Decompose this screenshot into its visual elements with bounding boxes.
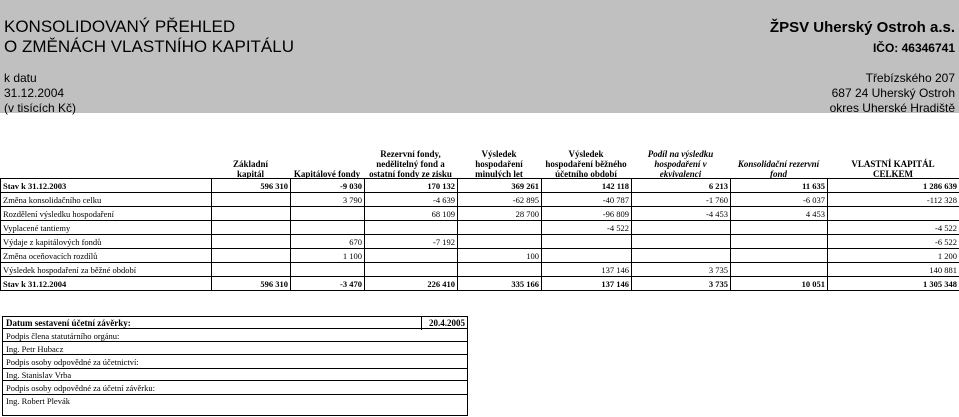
column-header-line: hospodaření <box>475 159 523 169</box>
table-cell <box>365 263 458 277</box>
table-cell: -3 470 <box>291 277 365 291</box>
column-header-line: hospodaření běžného <box>545 159 627 169</box>
table-cell <box>731 221 828 235</box>
row-label: Vyplacené tantiemy <box>1 221 212 235</box>
table-cell: -9 030 <box>291 179 365 193</box>
table-cell <box>365 221 458 235</box>
resp1-signature-name: Ing. Stanislav Vrba <box>3 369 467 381</box>
column-header-line: Podíl na výsledku <box>647 149 714 159</box>
row-label: Stav k 31.12.2004 <box>1 277 212 291</box>
closing-date-row <box>3 317 467 329</box>
column-header-line: ostatní fondy ze zisku <box>369 169 452 179</box>
row-label: Rozdělení výsledku hospodaření <box>1 207 212 221</box>
table-cell: 3 735 <box>632 263 731 277</box>
table-cell <box>291 207 365 221</box>
table-cell: 1 305 348 <box>828 277 959 291</box>
table-cell: -40 787 <box>542 193 632 207</box>
table-cell: 140 881 <box>828 263 959 277</box>
table-cell: -4 453 <box>632 207 731 221</box>
closing-date-label: Datum sestavení účetní závěrky: <box>6 318 131 328</box>
table-cell: 226 410 <box>365 277 458 291</box>
company-name: ŽPSV Uherský Ostroh a.s. <box>769 19 955 36</box>
address-line3: okres Uherské Hradiště <box>829 101 955 115</box>
table-cell <box>212 221 291 235</box>
column-header-line: Výsledek <box>481 149 517 159</box>
table-cell: 596 310 <box>212 179 291 193</box>
units-label: (v tisících Kč) <box>4 101 77 115</box>
table-cell: -7 192 <box>365 235 458 249</box>
table-cell <box>212 263 291 277</box>
column-header-line: Základní <box>232 159 269 169</box>
table-cell: 142 118 <box>542 179 632 193</box>
header-band <box>0 0 959 113</box>
resp2-signature-name: Ing. Robert Plevák <box>6 396 70 406</box>
equity-table <box>0 178 959 291</box>
column-header-line: Kapitálové fondy <box>293 169 361 179</box>
table-cell: 3 735 <box>632 277 731 291</box>
table-cell <box>212 235 291 249</box>
column-header-line: účetního období <box>555 169 617 179</box>
column-header-line: CELKEM <box>872 169 913 179</box>
table-cell: 137 146 <box>542 263 632 277</box>
table-cell: -6 522 <box>828 235 959 249</box>
table-cell: 4 453 <box>731 207 828 221</box>
table-cell <box>365 249 458 263</box>
resp1-signature-label: Podpis osoby odpovědné za účetnictví: <box>3 356 467 369</box>
table-cell <box>542 235 632 249</box>
table-row <box>1 179 959 193</box>
table-cell <box>731 249 828 263</box>
table-row <box>1 249 959 263</box>
closing-date-divider <box>421 317 422 330</box>
address-line2: 687 24 Uherský Ostroh <box>831 86 955 100</box>
row-label: Změna oceňovacích rozdílů <box>1 249 212 263</box>
company-ico: IČO: 46346741 <box>872 41 955 55</box>
table-cell: -6 037 <box>731 193 828 207</box>
row-label: Změna konsolidačního celku <box>1 193 212 207</box>
column-header-line: hospodaření v <box>654 159 707 169</box>
table-cell <box>212 207 291 221</box>
column-header-6 <box>631 139 730 179</box>
column-header-4 <box>457 139 541 179</box>
board-signature-name: Ing. Petr Hubacz <box>3 343 467 355</box>
column-header-line: Rezervní fondy, <box>380 149 441 159</box>
table-cell: 670 <box>291 235 365 249</box>
table-cell <box>542 249 632 263</box>
table-cell <box>458 221 542 235</box>
table-row <box>1 235 959 249</box>
table-cell: 6 213 <box>632 179 731 193</box>
column-header-3 <box>364 139 457 179</box>
table-cell <box>291 263 365 277</box>
table-cell: -1 760 <box>632 193 731 207</box>
closing-date-value: 20.4.2005 <box>429 318 465 328</box>
table-cell: 100 <box>458 249 542 263</box>
column-header-line: minulých let <box>475 169 523 179</box>
board-signature-label: Podpis člena statutárního orgánu: <box>3 330 467 342</box>
column-header-5 <box>541 139 631 179</box>
table-cell <box>731 263 828 277</box>
table-cell: -4 522 <box>542 221 632 235</box>
table-cell <box>212 193 291 207</box>
table-cell: 170 132 <box>365 179 458 193</box>
title-line1: KONSOLIDOVANÝ PŘEHLED <box>4 17 236 36</box>
table-cell <box>458 235 542 249</box>
table-cell: 1 200 <box>828 249 959 263</box>
table-row <box>1 193 959 207</box>
column-header-line: Konsolidační rezervní <box>737 159 820 169</box>
column-header-line: kapitál <box>236 169 264 179</box>
table-cell: -112 328 <box>828 193 959 207</box>
table-cell: -4 522 <box>828 221 959 235</box>
table-cell <box>212 249 291 263</box>
column-header-line: ekvivalenci <box>659 169 702 179</box>
title-line2: O ZMĚNÁCH VLASTNÍHO KAPITÁLU <box>4 37 294 56</box>
table-cell: 10 051 <box>731 277 828 291</box>
table-cell: -4 639 <box>365 193 458 207</box>
report-date: 31.12.2004 <box>4 86 65 100</box>
date-label: k datu <box>4 71 37 85</box>
table-row <box>1 277 959 291</box>
table-cell: 369 261 <box>458 179 542 193</box>
table-cell: 68 109 <box>365 207 458 221</box>
table-cell: 3 790 <box>291 193 365 207</box>
table-cell: 11 635 <box>731 179 828 193</box>
table-cell: 335 166 <box>458 277 542 291</box>
table-row <box>1 221 959 235</box>
table-cell <box>632 221 731 235</box>
row-label: Výdaje z kapitálových fondů <box>1 235 212 249</box>
table-cell <box>632 249 731 263</box>
table-row <box>1 207 959 221</box>
column-header-line: VLASTNÍ KAPITÁL <box>851 159 935 169</box>
table-row <box>1 263 959 277</box>
resp2-signature-label: Podpis osoby odpovědné za účetní závěrku: <box>3 382 467 395</box>
column-header-1 <box>211 139 290 179</box>
row-label: Stav k 31.12.2003 <box>1 179 212 193</box>
table-cell: 137 146 <box>542 277 632 291</box>
column-header-line: Výsledek <box>568 149 604 159</box>
table-cell <box>731 235 828 249</box>
table-cell: -96 809 <box>542 207 632 221</box>
address-line1: Třebízského 207 <box>865 71 955 85</box>
table-cell: 1 100 <box>291 249 365 263</box>
table-cell <box>828 207 959 221</box>
signature-box <box>2 316 468 416</box>
table-cell: 596 310 <box>212 277 291 291</box>
column-header-line: nedělitelný fond a <box>376 159 445 169</box>
table-cell: -62 895 <box>458 193 542 207</box>
table-cell: 28 700 <box>458 207 542 221</box>
column-header-line: fond <box>769 169 787 179</box>
column-header-2 <box>290 139 364 179</box>
row-label: Výsledek hospodaření za běžné období <box>1 263 212 277</box>
table-cell <box>458 263 542 277</box>
table-cell <box>291 221 365 235</box>
table-cell: 1 286 639 <box>828 179 959 193</box>
column-header-8 <box>827 139 959 179</box>
column-header-7 <box>730 139 827 179</box>
table-cell <box>632 235 731 249</box>
